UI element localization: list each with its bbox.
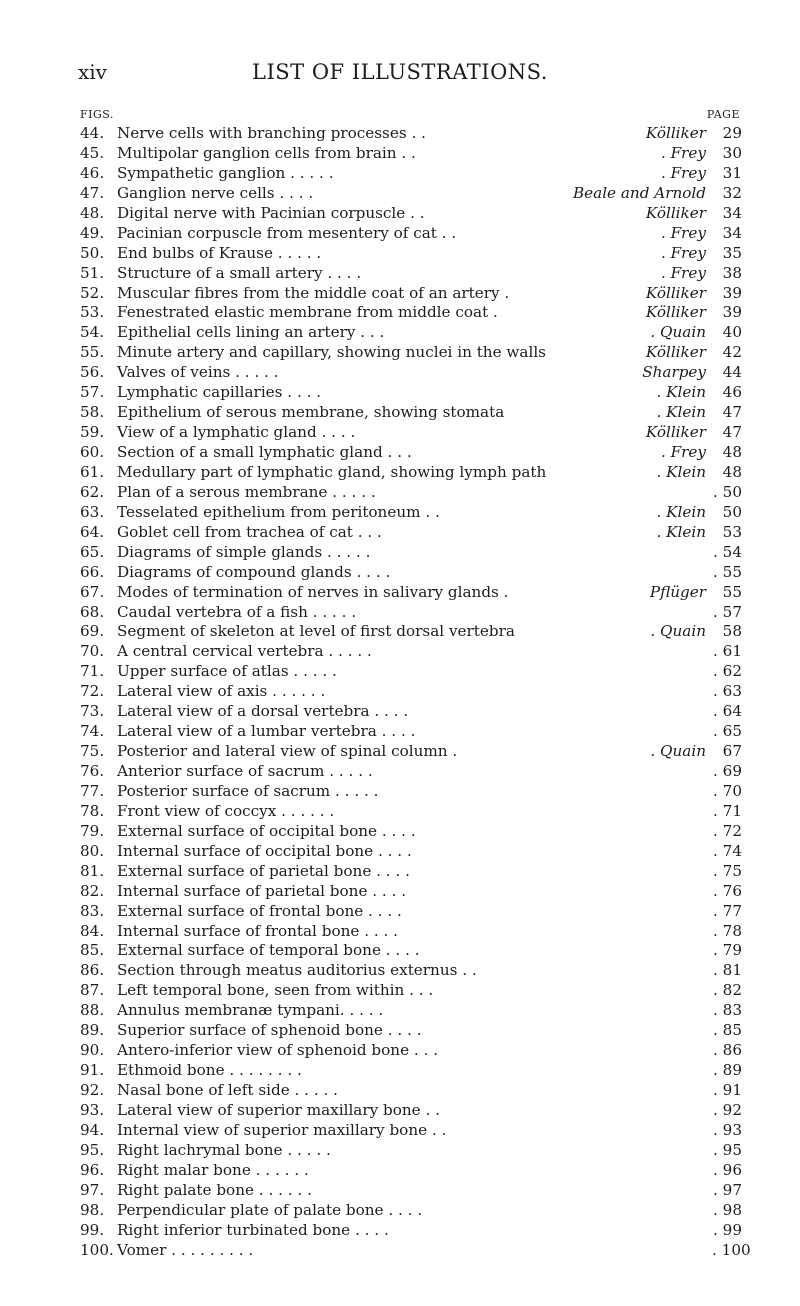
page-folio: xiv bbox=[78, 60, 107, 84]
figure-number: 79. bbox=[80, 821, 105, 840]
figure-title: External surface of parietal bone . . . . bbox=[117, 861, 410, 880]
list-item bbox=[0, 1141, 800, 1161]
figure-title: Sympathetic ganglion . . . . . bbox=[117, 163, 334, 182]
figure-title: External surface of occipital bone . . . . bbox=[117, 821, 416, 840]
figure-page: 32 bbox=[722, 183, 742, 202]
figure-title: Medullary part of lymphatic gland, showing lymph path bbox=[117, 462, 547, 481]
figure-number: 98. bbox=[80, 1200, 105, 1219]
list-item bbox=[0, 882, 800, 902]
figure-source: . Frey bbox=[660, 443, 706, 461]
figure-title: Diagrams of compound glands . . . . bbox=[117, 562, 391, 581]
figure-title: Multipolar ganglion cells from brain . . bbox=[117, 143, 416, 162]
figure-title: Fenestrated elastic membrane from middle coat . bbox=[117, 303, 498, 322]
figure-page: . 70 bbox=[713, 781, 742, 800]
figure-page: 30 bbox=[722, 143, 742, 162]
figure-title: Minute artery and capillary, showing nuclei in the walls bbox=[117, 343, 546, 362]
figure-number: 89. bbox=[80, 1021, 105, 1040]
figure-title: Tesselated epithelium from peritoneum . . bbox=[117, 502, 440, 521]
figure-page: . 54 bbox=[713, 542, 742, 561]
figure-page: 50 bbox=[722, 502, 742, 521]
figure-title: Caudal vertebra of a fish . . . . . bbox=[117, 602, 357, 621]
figure-page: . 89 bbox=[713, 1061, 742, 1080]
figure-page: . 100 bbox=[712, 1240, 751, 1259]
figure-title: Pacinian corpuscle from mesentery of cat . . bbox=[117, 223, 457, 242]
figure-number: 90. bbox=[80, 1041, 105, 1060]
figure-page: . 78 bbox=[713, 921, 742, 940]
figure-source: . Frey bbox=[660, 243, 706, 262]
figure-title: External surface of frontal bone . . . . bbox=[117, 901, 402, 920]
figure-number: 69. bbox=[80, 622, 105, 641]
figure-page: 29 bbox=[722, 124, 742, 142]
list-item bbox=[0, 244, 800, 264]
figure-number: 77. bbox=[80, 781, 105, 800]
figure-number: 63. bbox=[80, 502, 105, 521]
figure-source: . Frey bbox=[660, 263, 706, 282]
list-item bbox=[0, 164, 800, 184]
figure-title: Right lachrymal bone . . . . . bbox=[117, 1140, 331, 1159]
figure-number: 49. bbox=[80, 223, 105, 242]
figure-source: Kölliker bbox=[645, 303, 706, 322]
list-item bbox=[0, 702, 800, 722]
figure-number: 82. bbox=[80, 881, 105, 900]
figure-number: 81. bbox=[80, 861, 105, 880]
figure-title: Structure of a small artery . . . . bbox=[117, 263, 362, 282]
figure-number: 88. bbox=[80, 1001, 105, 1020]
list-item bbox=[0, 622, 800, 642]
figure-page: 34 bbox=[722, 203, 742, 222]
figure-number: 95. bbox=[80, 1140, 105, 1159]
figure-page: . 74 bbox=[713, 841, 742, 860]
figure-title: Diagrams of simple glands . . . . . bbox=[117, 542, 371, 561]
figure-title: Digital nerve with Pacinian corpuscle . . bbox=[117, 203, 425, 222]
page-heading: PAGE bbox=[706, 108, 740, 121]
figure-page: . 64 bbox=[713, 702, 742, 721]
list-item bbox=[0, 503, 800, 523]
figure-number: 76. bbox=[80, 762, 105, 780]
figure-title: Modes of termination of nerves in salivary glands . bbox=[117, 582, 509, 601]
figure-title: Section through meatus auditorius externus . . bbox=[117, 961, 477, 980]
figure-page: 42 bbox=[722, 343, 742, 362]
figure-number: 71. bbox=[80, 662, 105, 681]
figure-page: . 72 bbox=[713, 821, 742, 840]
figure-page: . 63 bbox=[713, 682, 742, 701]
figure-number: 55. bbox=[80, 343, 105, 362]
figure-page: 58 bbox=[722, 622, 742, 641]
list-item bbox=[0, 981, 800, 1001]
running-title: LIST OF ILLUSTRATIONS. bbox=[252, 60, 548, 84]
figure-page: 48 bbox=[722, 462, 742, 481]
figure-title: Internal surface of occipital bone . . . . bbox=[117, 841, 412, 860]
figure-page: 67 bbox=[722, 742, 742, 761]
figure-page: . 71 bbox=[713, 801, 742, 820]
figure-number: 80. bbox=[80, 841, 105, 860]
figure-source: . Klein bbox=[656, 462, 706, 481]
figure-number: 92. bbox=[80, 1081, 105, 1099]
figure-number: 56. bbox=[80, 363, 105, 382]
figure-title: Muscular fibres from the middle coat of an artery . bbox=[117, 283, 510, 302]
figure-number: 64. bbox=[80, 522, 105, 541]
figure-title: External surface of temporal bone . . . . bbox=[117, 941, 420, 960]
figure-page: . 79 bbox=[713, 941, 742, 960]
figure-title: A central cervical vertebra . . . . . bbox=[117, 642, 372, 661]
figure-page: . 97 bbox=[713, 1180, 742, 1199]
figure-title: Upper surface of atlas . . . . . bbox=[117, 662, 337, 681]
figure-title: Right inferior turbinated bone . . . . bbox=[117, 1220, 389, 1239]
figure-title: Right palate bone . . . . . . bbox=[117, 1180, 312, 1199]
figure-title: End bulbs of Krause . . . . . bbox=[117, 243, 322, 262]
figure-page: 39 bbox=[722, 283, 742, 302]
figure-page: 48 bbox=[722, 443, 742, 461]
figure-source: Beale and Arnold bbox=[573, 183, 706, 202]
list-item bbox=[0, 1161, 800, 1181]
figure-number: 57. bbox=[80, 383, 105, 402]
figure-number: 99. bbox=[80, 1220, 105, 1239]
figure-title: Goblet cell from trachea of cat . . . bbox=[117, 522, 382, 541]
figure-title: Front view of coccyx . . . . . . bbox=[117, 801, 335, 820]
figure-number: 94. bbox=[80, 1120, 105, 1139]
list-item bbox=[0, 1041, 800, 1061]
figure-page: . 99 bbox=[713, 1220, 742, 1239]
list-item bbox=[0, 722, 800, 742]
list-item bbox=[0, 1241, 800, 1261]
figure-source: Kölliker bbox=[645, 283, 706, 302]
figure-page: 47 bbox=[722, 403, 742, 422]
figure-number: 65. bbox=[80, 542, 105, 561]
figure-number: 96. bbox=[80, 1160, 105, 1179]
figure-number: 84. bbox=[80, 921, 105, 940]
figure-number: 83. bbox=[80, 901, 105, 920]
figure-title: Epithelial cells lining an artery . . . bbox=[117, 323, 385, 342]
figure-page: . 92 bbox=[713, 1100, 742, 1119]
list-item bbox=[0, 682, 800, 702]
figure-title: Epithelium of serous membrane, showing stomata bbox=[117, 403, 505, 422]
figure-page: . 85 bbox=[713, 1021, 742, 1040]
figure-page: . 91 bbox=[713, 1081, 742, 1099]
list-item bbox=[0, 124, 800, 144]
figure-title: Posterior and lateral view of spinal column . bbox=[117, 742, 458, 761]
list-item bbox=[0, 742, 800, 762]
figure-number: 73. bbox=[80, 702, 105, 721]
figure-title: Right malar bone . . . . . . bbox=[117, 1160, 309, 1179]
list-item bbox=[0, 204, 800, 224]
list-item bbox=[0, 1201, 800, 1221]
list-item bbox=[0, 403, 800, 423]
figure-page: 35 bbox=[722, 243, 742, 262]
figure-number: 46. bbox=[80, 163, 105, 182]
list-item bbox=[0, 483, 800, 503]
figure-number: 85. bbox=[80, 941, 105, 960]
figure-title: Nerve cells with branching processes . . bbox=[117, 124, 426, 142]
figure-number: 51. bbox=[80, 263, 105, 282]
figure-page: . 65 bbox=[713, 722, 742, 741]
figure-number: 66. bbox=[80, 562, 105, 581]
figure-page: 53 bbox=[722, 522, 742, 541]
list-item bbox=[0, 1181, 800, 1201]
figure-page: . 93 bbox=[713, 1120, 742, 1139]
figure-source: . Klein bbox=[656, 522, 706, 541]
figure-number: 53. bbox=[80, 303, 105, 322]
figure-source: . Klein bbox=[656, 502, 706, 521]
list-item bbox=[0, 144, 800, 164]
list-item bbox=[0, 583, 800, 603]
figure-source: Kölliker bbox=[645, 423, 706, 442]
list-item bbox=[0, 523, 800, 543]
figure-title: Lateral view of a lumbar vertebra . . . . bbox=[117, 722, 416, 741]
list-item bbox=[0, 443, 800, 463]
figure-source: . Quain bbox=[650, 622, 706, 641]
figure-source: . Quain bbox=[650, 323, 706, 342]
figure-title: Section of a small lymphatic gland . . . bbox=[117, 443, 412, 461]
figure-source: Kölliker bbox=[645, 203, 706, 222]
figure-source: Kölliker bbox=[645, 124, 706, 142]
list-item bbox=[0, 563, 800, 583]
list-item bbox=[0, 463, 800, 483]
figs-heading: FIGS. bbox=[80, 108, 114, 121]
figure-number: 100. bbox=[80, 1240, 114, 1259]
figure-page: 47 bbox=[722, 423, 742, 442]
figure-number: 74. bbox=[80, 722, 105, 741]
figure-title: Ethmoid bone . . . . . . . . bbox=[117, 1061, 302, 1080]
figure-page: . 50 bbox=[713, 482, 742, 501]
figure-number: 50. bbox=[80, 243, 105, 262]
figure-page: . 57 bbox=[713, 602, 742, 621]
figure-number: 47. bbox=[80, 183, 105, 202]
figure-source: Kölliker bbox=[645, 343, 706, 362]
figure-page: 39 bbox=[722, 303, 742, 322]
list-item bbox=[0, 1121, 800, 1141]
figure-page: 40 bbox=[722, 323, 742, 342]
figure-page: . 69 bbox=[713, 762, 742, 780]
figure-page: . 98 bbox=[713, 1200, 742, 1219]
figure-title: Perpendicular plate of palate bone . . . . bbox=[117, 1200, 423, 1219]
figure-page: 46 bbox=[722, 383, 742, 402]
column-headings bbox=[0, 108, 800, 124]
figure-title: Posterior surface of sacrum . . . . . bbox=[117, 781, 379, 800]
figure-title: Vomer . . . . . . . . . bbox=[117, 1240, 254, 1259]
figure-page: . 61 bbox=[713, 642, 742, 661]
figure-page: . 95 bbox=[713, 1140, 742, 1159]
list-item bbox=[0, 862, 800, 882]
figure-title: Ganglion nerve cells . . . . bbox=[117, 183, 314, 202]
figure-title: Plan of a serous membrane . . . . . bbox=[117, 482, 376, 501]
figure-title: Anterior surface of sacrum . . . . . bbox=[117, 762, 373, 780]
figure-number: 61. bbox=[80, 462, 105, 481]
list-item bbox=[0, 762, 800, 782]
figure-title: Left temporal bone, seen from within . . . bbox=[117, 981, 434, 1000]
figure-number: 62. bbox=[80, 482, 105, 501]
figure-number: 48. bbox=[80, 203, 105, 222]
list-item bbox=[0, 383, 800, 403]
figure-number: 45. bbox=[80, 143, 105, 162]
list-item bbox=[0, 822, 800, 842]
figure-page: . 83 bbox=[713, 1001, 742, 1020]
figure-page: . 62 bbox=[713, 662, 742, 681]
figure-page: 38 bbox=[722, 263, 742, 282]
list-item bbox=[0, 902, 800, 922]
figure-number: 68. bbox=[80, 602, 105, 621]
page-header bbox=[0, 60, 800, 90]
list-item bbox=[0, 662, 800, 682]
figure-page: . 76 bbox=[713, 881, 742, 900]
figure-source: . Quain bbox=[650, 742, 706, 761]
figure-number: 54. bbox=[80, 323, 105, 342]
list-item bbox=[0, 323, 800, 343]
figure-title: Lateral view of superior maxillary bone . . bbox=[117, 1100, 440, 1119]
figure-page: . 82 bbox=[713, 981, 742, 1000]
list-item bbox=[0, 543, 800, 563]
figure-source: . Klein bbox=[656, 403, 706, 422]
list-item bbox=[0, 284, 800, 304]
list-item bbox=[0, 303, 800, 323]
figure-title: Annulus membranæ tympani. . . . . bbox=[117, 1001, 384, 1020]
figure-number: 60. bbox=[80, 443, 105, 461]
figure-page: . 96 bbox=[713, 1160, 742, 1179]
figure-number: 44. bbox=[80, 124, 105, 142]
list-item bbox=[0, 1061, 800, 1081]
list-item bbox=[0, 1021, 800, 1041]
figure-title: Superior surface of sphenoid bone . . . . bbox=[117, 1021, 422, 1040]
figure-page: . 55 bbox=[713, 562, 742, 581]
figure-page: 55 bbox=[722, 582, 742, 601]
list-item bbox=[0, 642, 800, 662]
figure-title: Segment of skeleton at level of first dorsal vertebra bbox=[117, 622, 515, 641]
figure-number: 93. bbox=[80, 1100, 105, 1119]
list-item bbox=[0, 941, 800, 961]
figure-number: 87. bbox=[80, 981, 105, 1000]
figure-source: . Frey bbox=[660, 223, 706, 242]
figure-title: Lateral view of a dorsal vertebra . . . . bbox=[117, 702, 409, 721]
list-item bbox=[0, 423, 800, 443]
figure-page: . 75 bbox=[713, 861, 742, 880]
figure-number: 91. bbox=[80, 1061, 105, 1080]
list-item bbox=[0, 961, 800, 981]
list-item bbox=[0, 802, 800, 822]
figure-title: View of a lymphatic gland . . . . bbox=[117, 423, 356, 442]
list-item bbox=[0, 1001, 800, 1021]
figure-page: 34 bbox=[722, 223, 742, 242]
list-item bbox=[0, 264, 800, 284]
list-item bbox=[0, 603, 800, 623]
figure-title: Nasal bone of left side . . . . . bbox=[117, 1081, 338, 1099]
list-item bbox=[0, 842, 800, 862]
list-item bbox=[0, 184, 800, 204]
list-item bbox=[0, 1221, 800, 1241]
figure-title: Lymphatic capillaries . . . . bbox=[117, 383, 322, 402]
figure-source: Sharpey bbox=[642, 363, 706, 382]
figure-number: 86. bbox=[80, 961, 105, 980]
figure-number: 75. bbox=[80, 742, 105, 761]
figure-title: Antero-inferior view of sphenoid bone . . . bbox=[117, 1041, 439, 1060]
figure-source: Pflüger bbox=[649, 582, 706, 601]
figure-number: 52. bbox=[80, 283, 105, 302]
list-item bbox=[0, 224, 800, 244]
figure-page: 44 bbox=[722, 363, 742, 382]
figure-source: . Frey bbox=[660, 163, 706, 182]
list-item bbox=[0, 363, 800, 383]
list-item bbox=[0, 1101, 800, 1121]
figure-number: 58. bbox=[80, 403, 105, 422]
figure-title: Internal surface of frontal bone . . . . bbox=[117, 921, 398, 940]
figure-page: . 81 bbox=[713, 961, 742, 980]
figure-page: . 77 bbox=[713, 901, 742, 920]
list-item bbox=[0, 1081, 800, 1101]
figure-title: Internal view of superior maxillary bone . . bbox=[117, 1120, 447, 1139]
figure-number: 59. bbox=[80, 423, 105, 442]
figure-title: Internal surface of parietal bone . . . . bbox=[117, 881, 407, 900]
figure-page: . 86 bbox=[713, 1041, 742, 1060]
figure-number: 97. bbox=[80, 1180, 105, 1199]
figure-source: . Klein bbox=[656, 383, 706, 402]
figure-number: 78. bbox=[80, 801, 105, 820]
list-item bbox=[0, 343, 800, 363]
illustration-list bbox=[0, 124, 800, 1260]
figure-number: 67. bbox=[80, 582, 105, 601]
list-item bbox=[0, 782, 800, 802]
figure-page: 31 bbox=[722, 163, 742, 182]
figure-number: 70. bbox=[80, 642, 105, 661]
figure-number: 72. bbox=[80, 682, 105, 701]
figure-source: . Frey bbox=[660, 143, 706, 162]
figure-title: Lateral view of axis . . . . . . bbox=[117, 682, 326, 701]
figure-title: Valves of veins . . . . . bbox=[117, 363, 279, 382]
list-item bbox=[0, 922, 800, 942]
